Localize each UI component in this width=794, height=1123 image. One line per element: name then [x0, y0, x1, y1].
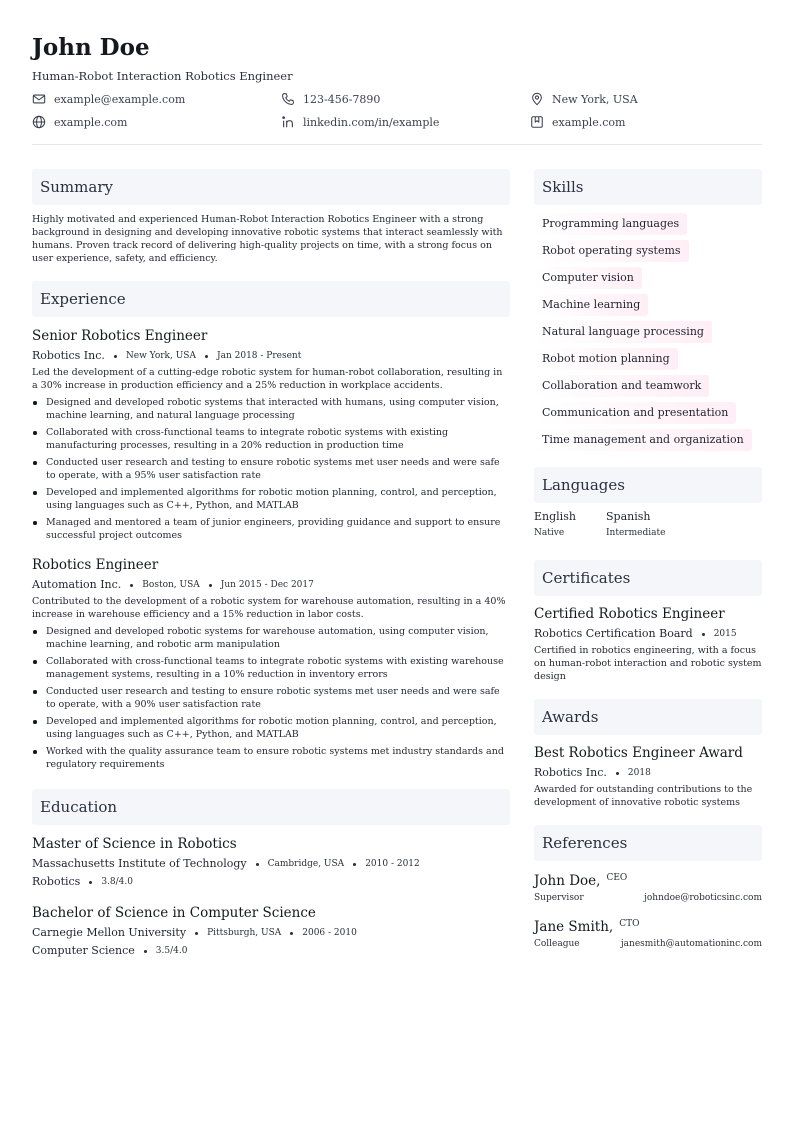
education-field: Robotics — [32, 875, 81, 888]
job-description: Contributed to the development of a robotic system for warehouse automation, resulting in a 40% increase in warehouse efficiency and a 15% reduction in labor costs. — [32, 596, 506, 620]
languages-section — [534, 467, 762, 540]
skill-tag: Natural language processing — [534, 321, 712, 343]
school-location: Pittsburgh, USA — [207, 928, 282, 938]
separator-dot — [205, 355, 208, 358]
awards-section — [534, 699, 762, 809]
linkedin-text: linkedin.com/in/example — [303, 115, 440, 129]
resume-page — [32, 32, 762, 959]
separator-dot — [353, 863, 356, 866]
education-meta — [32, 925, 510, 941]
separator-dot — [290, 932, 293, 935]
award-description: Awarded for outstanding contributions to the development of innovative robotic systems — [534, 784, 753, 808]
certificate-title: Certified Robotics Engineer — [534, 606, 725, 622]
reference-relation: Supervisor — [534, 893, 584, 903]
skill-tag: Programming languages — [534, 213, 687, 235]
linkedin-icon — [281, 115, 295, 129]
reference-relation: Colleague — [534, 939, 580, 949]
certificates-section — [534, 560, 762, 683]
job-bullet: Collaborated with cross-functional teams to integrate robotic systems with existing manufacturing processes, resulting in a 20% reduction in production time — [32, 426, 510, 452]
location-text: New York, USA — [552, 92, 638, 106]
education-entry — [32, 904, 510, 959]
skill-tag: Robot motion planning — [534, 348, 678, 370]
reference-email[interactable]: johndoe@roboticsinc.com — [644, 893, 762, 903]
separator-dot — [256, 863, 259, 866]
candidate-name: John Doe — [32, 34, 150, 61]
awards-heading: Awards — [534, 699, 762, 735]
certificate-meta — [534, 626, 762, 642]
job-bullet: Conducted user research and testing to ensure robotic systems met user needs and were safe to operate, with a 90% user satisfaction rate — [32, 685, 510, 711]
reference-email[interactable]: janesmith@automationinc.com — [620, 939, 762, 949]
job-location: New York, USA — [125, 351, 196, 361]
header-divider — [32, 144, 762, 145]
summary-text: Highly motivated and experienced Human-Robot Interaction Robotics Engineer with a strong background in designing and developing innovative robotic systems that interact seamlessly with humans. Proven track record of delivering high-quality projects on time, with a strong focus on user experience, safety, and efficiency. — [32, 214, 503, 264]
separator-dot — [195, 932, 198, 935]
experience-heading: Experience — [32, 281, 510, 317]
job-bullet: Developed and implemented algorithms for robotic motion planning, control, and perception, using languages such as C++, Python, and MATLAB — [32, 715, 510, 741]
portfolio-text: example.com — [552, 115, 626, 129]
skill-tag: Communication and presentation — [534, 402, 736, 424]
skills-list — [534, 213, 762, 451]
job-location: Boston, USA — [142, 580, 200, 590]
references-section — [534, 825, 762, 951]
skill-tag: Robot operating systems — [534, 240, 689, 262]
contact-linkedin[interactable] — [281, 114, 530, 130]
job-company: Robotics Inc. — [32, 349, 105, 362]
location-pin-icon — [530, 92, 544, 106]
school-name: Massachusetts Institute of Technology — [32, 857, 247, 870]
job-dates: Jan 2018 - Present — [216, 351, 302, 361]
degree-title: Master of Science in Robotics — [32, 836, 237, 852]
globe-icon — [32, 115, 46, 129]
reference-name: Jane Smith, — [534, 919, 614, 935]
award-year: 2018 — [627, 768, 651, 778]
side-column — [534, 169, 762, 959]
job-dates: Jun 2015 - Dec 2017 — [220, 580, 314, 590]
school-location: Cambridge, USA — [267, 859, 345, 869]
skills-heading: Skills — [534, 169, 762, 205]
education-field: Computer Science — [32, 944, 135, 957]
skill-tag: Collaboration and teamwork — [534, 375, 709, 397]
language-name: Spanish — [606, 510, 651, 523]
separator-dot — [89, 881, 92, 884]
experience-entry — [32, 327, 510, 542]
education-dates: 2010 - 2012 — [365, 859, 420, 869]
education-heading: Education — [32, 789, 510, 825]
job-meta — [32, 577, 510, 593]
education-section — [32, 789, 510, 959]
contact-grid — [32, 91, 762, 130]
job-meta — [32, 348, 510, 364]
language-name: English — [534, 510, 576, 523]
education-gpa: 3.8/4.0 — [101, 877, 133, 887]
certificate-issuer: Robotics Certification Board — [534, 627, 693, 640]
job-description: Led the development of a cutting-edge robotic system for human-robot collaboration, resulting in a 30% increase in production efficiency and a 25% reduction in workplace accidents. — [32, 367, 503, 391]
job-title: Robotics Engineer — [32, 557, 159, 573]
education-gpa: 3.5/4.0 — [155, 946, 188, 956]
content-columns — [32, 169, 762, 959]
phone-text: 123-456-7890 — [303, 92, 381, 106]
separator-dot — [702, 633, 705, 636]
phone-icon — [281, 92, 295, 106]
reference-name: John Doe, — [534, 873, 601, 889]
mail-icon — [32, 92, 46, 106]
job-bullet: Collaborated with cross-functional teams to integrate robotic systems with existing warehouse management systems, resulting in a 10% reduction in inventory errors — [32, 655, 510, 681]
job-bullet: Managed and mentored a team of junior engineers, providing guidance and support to ensure successful project outcomes — [32, 516, 510, 542]
language-item — [606, 509, 678, 540]
skill-tag: Computer vision — [534, 267, 642, 289]
experience-entry — [32, 556, 510, 771]
skill-tag: Machine learning — [534, 294, 648, 316]
reference-position: CEO — [606, 873, 628, 883]
separator-dot — [114, 355, 117, 358]
languages-heading: Languages — [534, 467, 762, 503]
separator-dot — [130, 584, 133, 587]
reference-entry — [534, 917, 762, 951]
email-text: example@example.com — [54, 92, 186, 106]
education-dates: 2006 - 2010 — [302, 928, 357, 938]
references-heading: References — [534, 825, 762, 861]
job-bullet: Worked with the quality assurance team to ensure robotic systems met industry standards and regulatory requirements — [32, 745, 510, 771]
award-title: Best Robotics Engineer Award — [534, 745, 743, 761]
portfolio-icon — [530, 115, 544, 129]
degree-title: Bachelor of Science in Computer Science — [32, 905, 316, 921]
summary-heading: Summary — [32, 169, 510, 205]
language-level: Intermediate — [606, 528, 666, 538]
job-bullet: Developed and implemented algorithms for robotic motion planning, control, and perception, using languages such as C++, Python, and MATLAB — [32, 486, 510, 512]
certificates-heading: Certificates — [534, 560, 762, 596]
job-title: Senior Robotics Engineer — [32, 328, 208, 344]
website-text: example.com — [54, 115, 128, 129]
language-level: Native — [534, 528, 565, 538]
contact-portfolio[interactable] — [530, 114, 762, 130]
education-field-row — [32, 874, 510, 890]
skill-tag: Time management and organization — [534, 429, 752, 451]
award-issuer: Robotics Inc. — [534, 766, 607, 779]
contact-location — [530, 91, 762, 107]
languages-list — [534, 509, 762, 540]
education-entry — [32, 835, 510, 890]
award-meta — [534, 765, 762, 781]
contact-email[interactable] — [32, 91, 281, 107]
job-company: Automation Inc. — [32, 578, 122, 591]
main-column — [32, 169, 510, 959]
job-bullets — [32, 396, 510, 542]
separator-dot — [144, 950, 147, 953]
certificate-year: 2015 — [713, 629, 737, 639]
education-field-row — [32, 943, 510, 959]
school-name: Carnegie Mellon University — [32, 926, 187, 939]
reference-position: CTO — [619, 919, 640, 929]
language-item — [534, 509, 606, 540]
job-bullets — [32, 625, 510, 771]
job-bullet: Conducted user research and testing to ensure robotic systems met user needs and were safe to operate, with a 95% user satisfaction rate — [32, 456, 510, 482]
separator-dot — [209, 584, 212, 587]
education-meta — [32, 856, 510, 872]
certificate-description: Certified in robotics engineering, with a focus on human-robot interaction and robotic system design — [534, 645, 762, 682]
job-bullet: Designed and developed robotic systems that interacted with humans, using computer vision, machine learning, and natural language processing — [32, 396, 510, 422]
candidate-title: Human-Robot Interaction Robotics Engineer — [32, 69, 293, 83]
contact-phone[interactable] — [281, 91, 530, 107]
separator-dot — [616, 772, 619, 775]
job-bullet: Designed and developed robotic systems for warehouse automation, using computer vision, machine learning, and robotic arm manipulation — [32, 625, 510, 651]
reference-entry — [534, 871, 762, 905]
contact-website[interactable] — [32, 114, 281, 130]
